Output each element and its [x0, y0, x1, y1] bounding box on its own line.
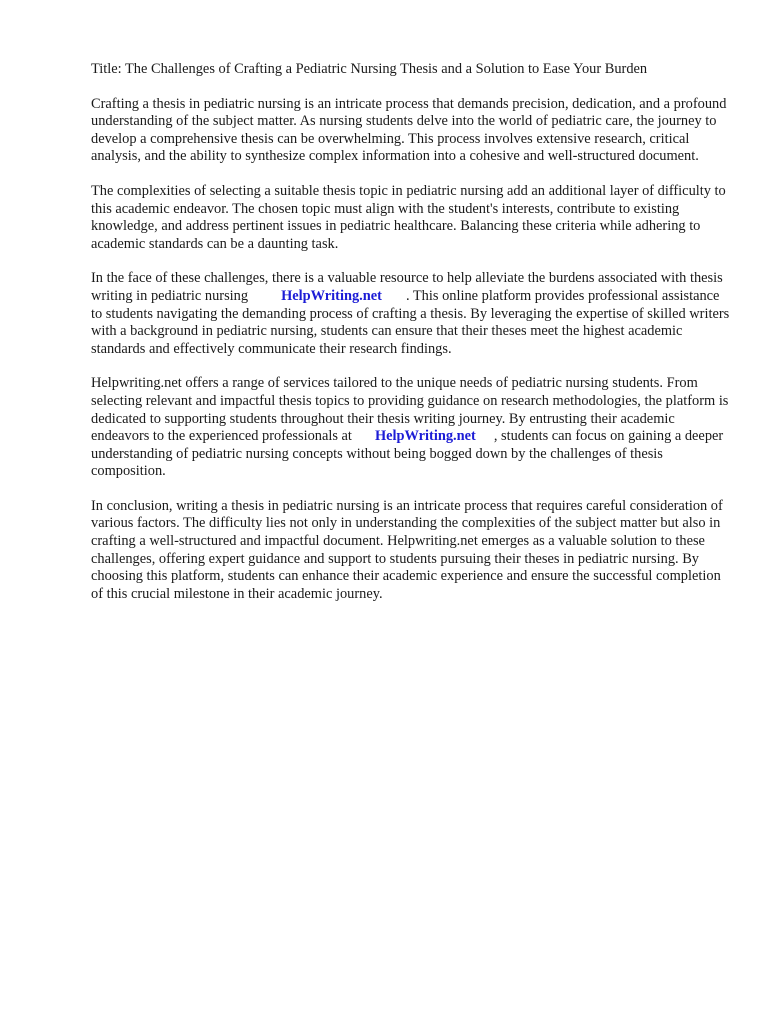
helpwriting-link-2[interactable]: HelpWriting.net — [374, 428, 476, 445]
paragraph-resource-text-before: In the face of these challenges, there is a valuable resource to help alleviate the burdens associated with thesis writing in pediatric nursing — [91, 270, 723, 304]
paragraph-services-text-before: Helpwriting.net offers a range of services tailored to the unique needs of pediatric nursing students. From selecting relevant and impactful thesis topics to providing guidance on research methodologies, the platform is dedicated to supporting students throughout their thesis writing journey. By entrusting their academic endeavors to the experienced professionals at — [91, 375, 729, 445]
paragraph-conclusion: In conclusion, writing a thesis in pediatric nursing is an intricate process that requires careful consideration of various factors. The difficulty lies not only in understanding the complexities of the subject matter but also in crafting a well-structured and impactful document. Helpwriting.net emerges as a valuable solution to these challenges, offering expert guidance and support to students pursuing their theses in pediatric nursing. By choosing this platform, students can enhance their academic experience and ensure the successful completion of this crucial milestone in their academic journey. — [91, 497, 723, 602]
paragraph-services — [91, 375, 731, 481]
document-body — [91, 61, 731, 620]
paragraph-resource — [91, 270, 731, 358]
paragraph-topic-selection: The complexities of selecting a suitable thesis topic in pediatric nursing add an additional layer of difficulty to this academic endeavor. The chosen topic must align with the student's interests, contribute to existing knowledge, and address pertinent issues in pediatric healthcare. Balancing these criteria while adhering to academic standards can be a daunting task. — [91, 182, 726, 252]
paragraph-services-text-after: , students can focus on gaining a deeper understanding of pediatric nursing concepts without being bogged down by the challenges of thesis composition. — [91, 428, 724, 480]
paragraph-resource-text-after: . This online platform provides professional assistance to students navigating the demanding process of crafting a thesis. By leveraging the expertise of skilled writers with a background in pediatric nursing, students can ensure that their theses meet the highest academic standards and effectively communicate their research findings. — [91, 287, 730, 357]
document-title: Title: The Challenges of Crafting a Pediatric Nursing Thesis and a Solution to Ease Your Burden — [91, 61, 648, 77]
paragraph-intro: Crafting a thesis in pediatric nursing is an intricate process that demands precision, dedication, and a profound understanding of the subject matter. As nursing students delve into the world of pediatric care, the journey to develop a comprehensive thesis can be overwhelming. This process involves extensive research, critical analysis, and the ability to synthesize complex information into a cohesive and well-structured document. — [91, 95, 727, 165]
helpwriting-link-1[interactable]: HelpWriting.net — [281, 287, 382, 304]
